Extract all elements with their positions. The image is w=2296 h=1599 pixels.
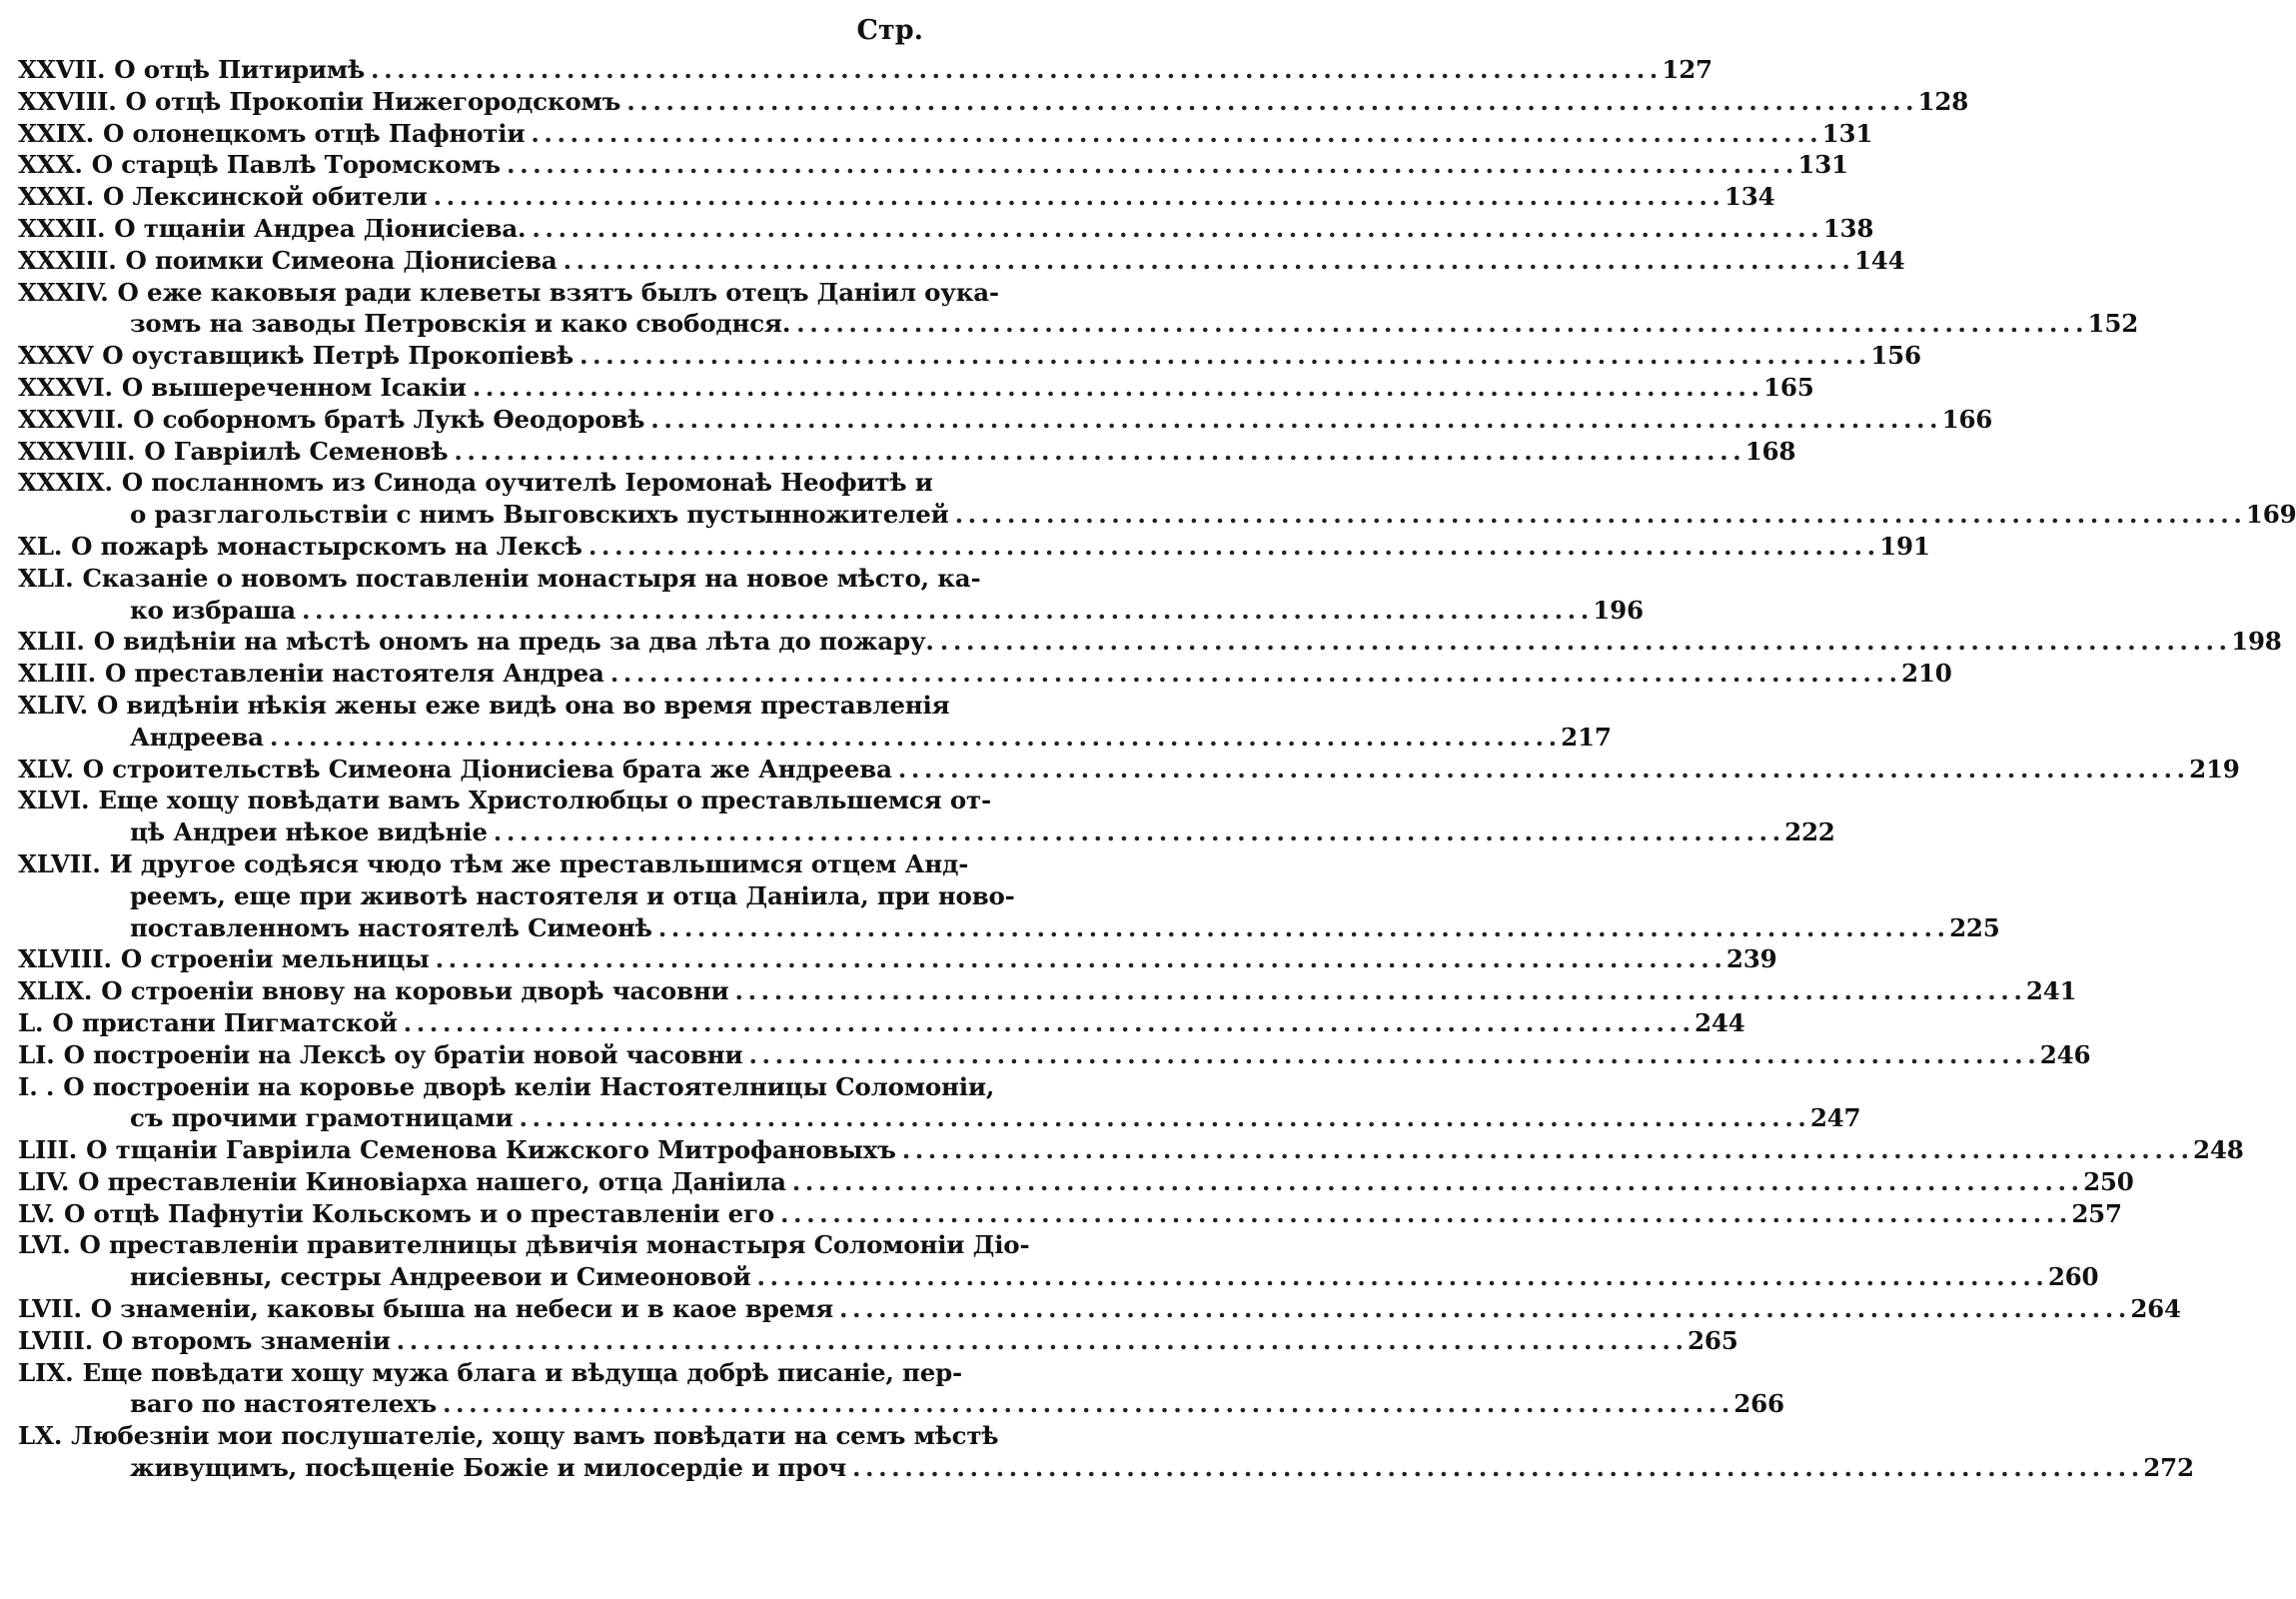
toc-entry — [18, 531, 1930, 563]
chapter-number: XXXIV. — [18, 277, 109, 307]
chapter-title: О отцѣ Прокопіи Нижегородскомъ — [125, 86, 621, 116]
toc-entry — [18, 277, 2139, 341]
toc-entry-line — [18, 436, 1796, 468]
toc-entry — [18, 86, 1969, 118]
page-number: 128 — [1917, 86, 1969, 116]
chapter-number: XXXIX. — [18, 468, 113, 498]
toc-entry — [18, 943, 1777, 975]
toc-entry-line — [18, 213, 1874, 245]
chapter-number: XXVIII. — [18, 86, 117, 116]
dot-leader — [748, 1039, 2033, 1071]
dot-leader — [852, 1452, 2137, 1484]
toc-entry-line — [18, 1420, 999, 1452]
dot-leader — [454, 436, 1738, 468]
page-number: 131 — [1821, 118, 1873, 148]
chapter-number: LIV. — [18, 1166, 70, 1196]
chapter-title: О строительствѣ Симеона Діонисіева брата же Андреева — [82, 754, 892, 784]
toc-entry-line — [18, 690, 950, 722]
toc-entry — [18, 1166, 2134, 1198]
toc-entry-line — [18, 848, 969, 880]
chapter-number: XLV. — [18, 754, 74, 784]
toc-entry-line — [18, 1388, 1784, 1420]
toc-entry — [18, 1039, 2091, 1071]
chapter-number: XXX. — [18, 150, 83, 180]
chapter-title: О отцѣ Питиримѣ — [114, 55, 366, 84]
page-number: 191 — [1879, 531, 1930, 561]
toc-entry — [18, 1293, 2181, 1325]
toc-entry-line — [18, 975, 2077, 1007]
page-number: 250 — [2083, 1166, 2134, 1196]
chapter-number: XLVIII. — [18, 944, 112, 974]
chapter-number: LX. — [18, 1421, 63, 1451]
chapter-title: Андреева — [130, 722, 264, 752]
toc-entry — [18, 404, 1993, 436]
chapter-title: ко избраша — [130, 595, 296, 625]
table-of-contents — [18, 8, 2296, 1484]
toc-entry-line — [18, 1007, 1745, 1039]
chapter-number: XLIV. — [18, 690, 88, 720]
dot-leader — [757, 1261, 2042, 1293]
page-number: 264 — [2130, 1294, 2181, 1324]
toc-entry-line — [18, 626, 2282, 658]
chapter-title: О строеніи внову на коровьи дворѣ часовни — [101, 976, 729, 1006]
chapter-title: о разглагольствіи с нимъ Выговскихъ пустынножителей — [130, 500, 949, 530]
dot-leader — [507, 149, 1791, 181]
page-number: 131 — [1797, 150, 1848, 180]
dot-leader — [564, 245, 1848, 277]
chapter-title: О тщаніи Гавріила Семенова Кижского Митрофановыхъ — [86, 1135, 896, 1165]
toc-entry-line — [18, 1452, 2194, 1484]
page-number: 127 — [1662, 55, 1713, 84]
dot-leader — [302, 595, 1587, 627]
chapter-number: XXXII. — [18, 213, 106, 243]
toc-entry-line — [18, 1325, 1738, 1357]
chapter-title: О второмъ знаменіи — [102, 1325, 391, 1355]
chapter-title: Еще хощу повѣдати вамъ Христолюбцы о преставльшемся от- — [98, 786, 991, 815]
toc-entry-line — [18, 563, 981, 595]
toc-entry — [18, 118, 1873, 150]
chapter-title: И другое содѣяся чюдо тѣм же преставльшимся отцем Анд- — [109, 848, 969, 878]
page-number: 225 — [1949, 912, 2000, 942]
toc-entry-line — [18, 1357, 963, 1389]
chapter-title: съ прочими грамотницами — [130, 1103, 514, 1133]
toc-entry — [18, 340, 1921, 372]
dot-leader — [735, 975, 2020, 1007]
chapter-title: О старцѣ Павлѣ Торомскомъ — [91, 150, 502, 180]
page-number: 152 — [2087, 309, 2139, 339]
chapter-number: LVI. — [18, 1230, 71, 1260]
toc-entry — [18, 1420, 2194, 1484]
chapter-title: реемъ, еще при животѣ настоятеля и отца Даніила, при ново- — [130, 880, 1015, 910]
toc-entry-line — [18, 658, 1952, 690]
toc-entry — [18, 690, 1612, 754]
chapter-number: LVIII. — [18, 1325, 94, 1355]
chapter-title: О видѣніи на мѣстѣ ономъ на предь за два лѣта до пожару. — [93, 627, 934, 657]
chapter-number: XXXI. — [18, 182, 95, 212]
toc-entry — [18, 372, 1814, 404]
chapter-title: ваго по настоятелехъ — [130, 1389, 437, 1419]
page-number: 248 — [2193, 1135, 2244, 1165]
chapter-title: поставленномъ настоятелѣ Симеонѣ — [130, 912, 652, 942]
page-number: 266 — [1733, 1389, 1784, 1419]
toc-entry-line — [18, 372, 1814, 404]
dot-leader — [443, 1388, 1727, 1420]
dot-leader — [626, 86, 1911, 118]
chapter-number: XXXIII. — [18, 245, 117, 275]
dot-leader — [839, 1293, 2124, 1325]
toc-entry — [18, 245, 1905, 277]
chapter-number: XXVII. — [18, 55, 106, 84]
toc-entry-line — [18, 1166, 2134, 1198]
page-number: 247 — [1809, 1103, 1861, 1133]
toc-entry-line — [18, 816, 1835, 848]
chapter-title: Сказаніе о новомъ поставленіи монастыря на новое мѣсто, ка- — [82, 563, 981, 593]
toc-entry — [18, 1071, 1861, 1135]
toc-entry-line — [18, 149, 1848, 181]
chapter-number: XXXV — [18, 341, 94, 371]
chapter-title: зомъ на заводы Петровскія и како свободнся. — [130, 309, 791, 339]
chapter-number: LIII. — [18, 1135, 78, 1165]
page-number: 239 — [1725, 944, 1777, 974]
chapter-number: XXXVII. — [18, 404, 125, 434]
toc-entry-line — [18, 1293, 2181, 1325]
page-number: 165 — [1763, 372, 1814, 402]
page-number: 166 — [1941, 404, 1993, 434]
toc-entry-line — [18, 1198, 2122, 1230]
chapter-title: О Лексинской обители — [103, 182, 428, 212]
page-number: 260 — [2047, 1262, 2099, 1292]
chapter-number: XXXVI. — [18, 372, 113, 402]
dot-leader — [520, 1102, 1804, 1134]
chapter-title: О поимки Симеона Діонисіева — [125, 245, 558, 275]
toc-list — [18, 54, 2296, 1484]
toc-entry — [18, 436, 1796, 468]
dot-leader — [902, 1134, 2187, 1166]
toc-entry — [18, 181, 1775, 213]
page-number: 272 — [2143, 1453, 2194, 1483]
chapter-title: О преставленіи Киновіарха нашего, отца Даніила — [78, 1166, 786, 1196]
page-number: 217 — [1561, 722, 1612, 752]
toc-entry-line — [18, 595, 1644, 627]
toc-entry — [18, 1007, 1745, 1039]
page-number: 144 — [1853, 245, 1905, 275]
toc-entry-line — [18, 54, 1713, 86]
chapter-title: О знаменіи, каковы быша на небеси и в каое время — [90, 1294, 833, 1324]
chapter-title: О отцѣ Пафнутіи Кольскомъ и о преставленіи его — [63, 1198, 774, 1228]
toc-entry — [18, 975, 2077, 1007]
toc-entry-line — [18, 722, 1612, 754]
chapter-title: нисіевны, сестры Андреевои и Симеоновой — [130, 1262, 751, 1292]
dot-leader — [780, 1198, 2065, 1230]
page-number: 265 — [1688, 1325, 1738, 1355]
dot-leader — [371, 54, 1656, 86]
page-column-header: Стр. — [856, 15, 923, 46]
dot-leader — [397, 1325, 1682, 1357]
dot-leader — [940, 626, 2225, 658]
page-number: 196 — [1593, 595, 1644, 625]
toc-entry — [18, 785, 1835, 848]
toc-entry-line — [18, 245, 1905, 277]
page-number: 210 — [1901, 659, 1952, 689]
toc-entry — [18, 149, 1848, 181]
page-number: 222 — [1784, 817, 1835, 847]
chapter-title: живущимъ, посѣщеніе Божіе и милосердіе и проч — [130, 1453, 846, 1483]
dot-leader — [532, 213, 1816, 245]
chapter-title: О вышереченном Ісакіи — [121, 372, 467, 402]
page-number: 198 — [2231, 627, 2282, 657]
dot-leader — [434, 181, 1719, 213]
dot-leader — [436, 943, 1721, 975]
toc-entry-line — [18, 1229, 1030, 1261]
page-number: 246 — [2039, 1039, 2091, 1069]
page-number: 257 — [2071, 1198, 2122, 1228]
toc-entry-line — [18, 404, 1993, 436]
toc-entry — [18, 1134, 2244, 1166]
toc-entry-line — [18, 785, 991, 816]
chapter-number: XLII. — [18, 627, 85, 657]
chapter-title: О преставленіи правителницы дѣвичія монастыря Соломоніи Діо- — [79, 1230, 1030, 1260]
toc-entry-line — [18, 1039, 2091, 1071]
chapter-number: XLI. — [18, 563, 74, 593]
page-number: 156 — [1870, 341, 1921, 371]
chapter-title: О пожарѣ монастырскомъ на Лексѣ — [71, 531, 582, 561]
chapter-title: О построеніи на Лексѣ оу братіи новой часовни — [63, 1039, 743, 1069]
dot-leader — [792, 1166, 2077, 1198]
toc-entry — [18, 467, 2296, 531]
chapter-title: О тщаніи Андреа Діонисіева. — [114, 213, 527, 243]
chapter-title: О оуставщикѣ Петрѣ Прокопіевѣ — [102, 341, 574, 371]
chapter-title: О построеніи на коровье дворѣ келіи Настоятелницы Соломоніи, — [63, 1071, 995, 1101]
page-number: 138 — [1822, 213, 1874, 243]
page-number: 134 — [1723, 182, 1775, 212]
toc-entry — [18, 1229, 2099, 1293]
dot-leader — [796, 308, 2081, 340]
toc-entry — [18, 848, 2000, 943]
toc-entry-line — [18, 308, 2139, 340]
page-number: 219 — [2189, 754, 2240, 784]
toc-entry — [18, 213, 1874, 245]
toc-entry-line — [18, 754, 2240, 786]
dot-leader — [588, 531, 1873, 563]
toc-entry — [18, 563, 1644, 627]
chapter-title: Еще повѣдати хощу мужа блага и вѣдуща добрѣ писаніе, пер- — [82, 1357, 963, 1387]
dot-leader — [473, 372, 1757, 404]
toc-entry-line — [18, 277, 999, 309]
chapter-title: Любезніи мои послушателіе, хощу вамъ повѣдати на семъ мѣстѣ — [71, 1421, 999, 1451]
chapter-number: XXXVIII. — [18, 436, 136, 466]
dot-leader — [650, 404, 1935, 436]
dot-leader — [898, 754, 2183, 786]
chapter-title: О Гавріилѣ Семеновѣ — [144, 436, 449, 466]
chapter-number: XLVI. — [18, 786, 90, 815]
toc-entry — [18, 1357, 1784, 1421]
chapter-number: XLIII. — [18, 659, 96, 689]
toc-entry-line — [18, 86, 1969, 118]
chapter-number: L. — [18, 1007, 44, 1037]
chapter-title: О преставленіи настоятеля Андреа — [104, 659, 604, 689]
chapter-number: XLIX. — [18, 976, 93, 1006]
chapter-number: LVII. — [18, 1294, 82, 1324]
chapter-number: I. . — [18, 1071, 55, 1101]
chapter-number: LIX. — [18, 1357, 74, 1387]
page-number: 241 — [2025, 976, 2077, 1006]
toc-entry — [18, 626, 2282, 658]
chapter-number: LI. — [18, 1039, 55, 1069]
chapter-title: цѣ Андреи нѣкое видѣніе — [130, 817, 488, 847]
toc-entry-line — [18, 943, 1777, 975]
page-number: 244 — [1694, 1007, 1745, 1037]
toc-entry-line — [18, 499, 2296, 531]
toc-entry-line — [18, 467, 933, 499]
chapter-number: XLVII. — [18, 848, 101, 878]
toc-entry-line — [18, 1102, 1861, 1134]
chapter-title: О пристани Пигматской — [52, 1007, 398, 1037]
chapter-title: О посланномъ из Синода оучителѣ Іеромонаѣ Неофитѣ и — [121, 468, 933, 498]
chapter-title: О олонецкомъ отцѣ Пафнотіи — [103, 118, 526, 148]
toc-entry-line — [18, 531, 1930, 563]
toc-entry — [18, 54, 1713, 86]
toc-entry-line — [18, 118, 1873, 150]
dot-leader — [579, 340, 1864, 372]
dot-leader — [610, 658, 1895, 690]
toc-entry-line — [18, 880, 1015, 912]
toc-entry-line — [18, 340, 1921, 372]
chapter-title: О еже каковыя ради клеветы взятъ былъ отецъ Даніил оука- — [117, 277, 999, 307]
dot-leader — [494, 816, 1778, 848]
toc-entry-line — [18, 181, 1775, 213]
chapter-number: XL. — [18, 531, 63, 561]
dot-leader — [270, 722, 1555, 754]
toc-entry-line — [18, 1261, 2099, 1293]
page-number: 168 — [1744, 436, 1796, 466]
dot-leader — [531, 118, 1815, 150]
toc-entry-line — [18, 1134, 2244, 1166]
toc-entry — [18, 658, 1952, 690]
toc-entry — [18, 1325, 1738, 1357]
chapter-title: О строеніи мельницы — [120, 944, 430, 974]
chapter-title: О соборномъ братѣ Лукѣ Ѳеодоровѣ — [133, 404, 645, 434]
dot-leader — [658, 912, 1943, 944]
dot-leader — [955, 499, 2240, 531]
chapter-title: О видѣніи нѣкія жены еже видѣ она во время преставленія — [96, 690, 950, 720]
page-number: 169 — [2245, 500, 2296, 530]
toc-entry — [18, 754, 2240, 786]
toc-entry-line — [18, 912, 2000, 944]
chapter-number: XXIX. — [18, 118, 95, 148]
dot-leader — [404, 1007, 1689, 1039]
chapter-number: LV. — [18, 1198, 55, 1228]
toc-entry — [18, 1198, 2122, 1230]
toc-entry-line — [18, 1071, 995, 1103]
